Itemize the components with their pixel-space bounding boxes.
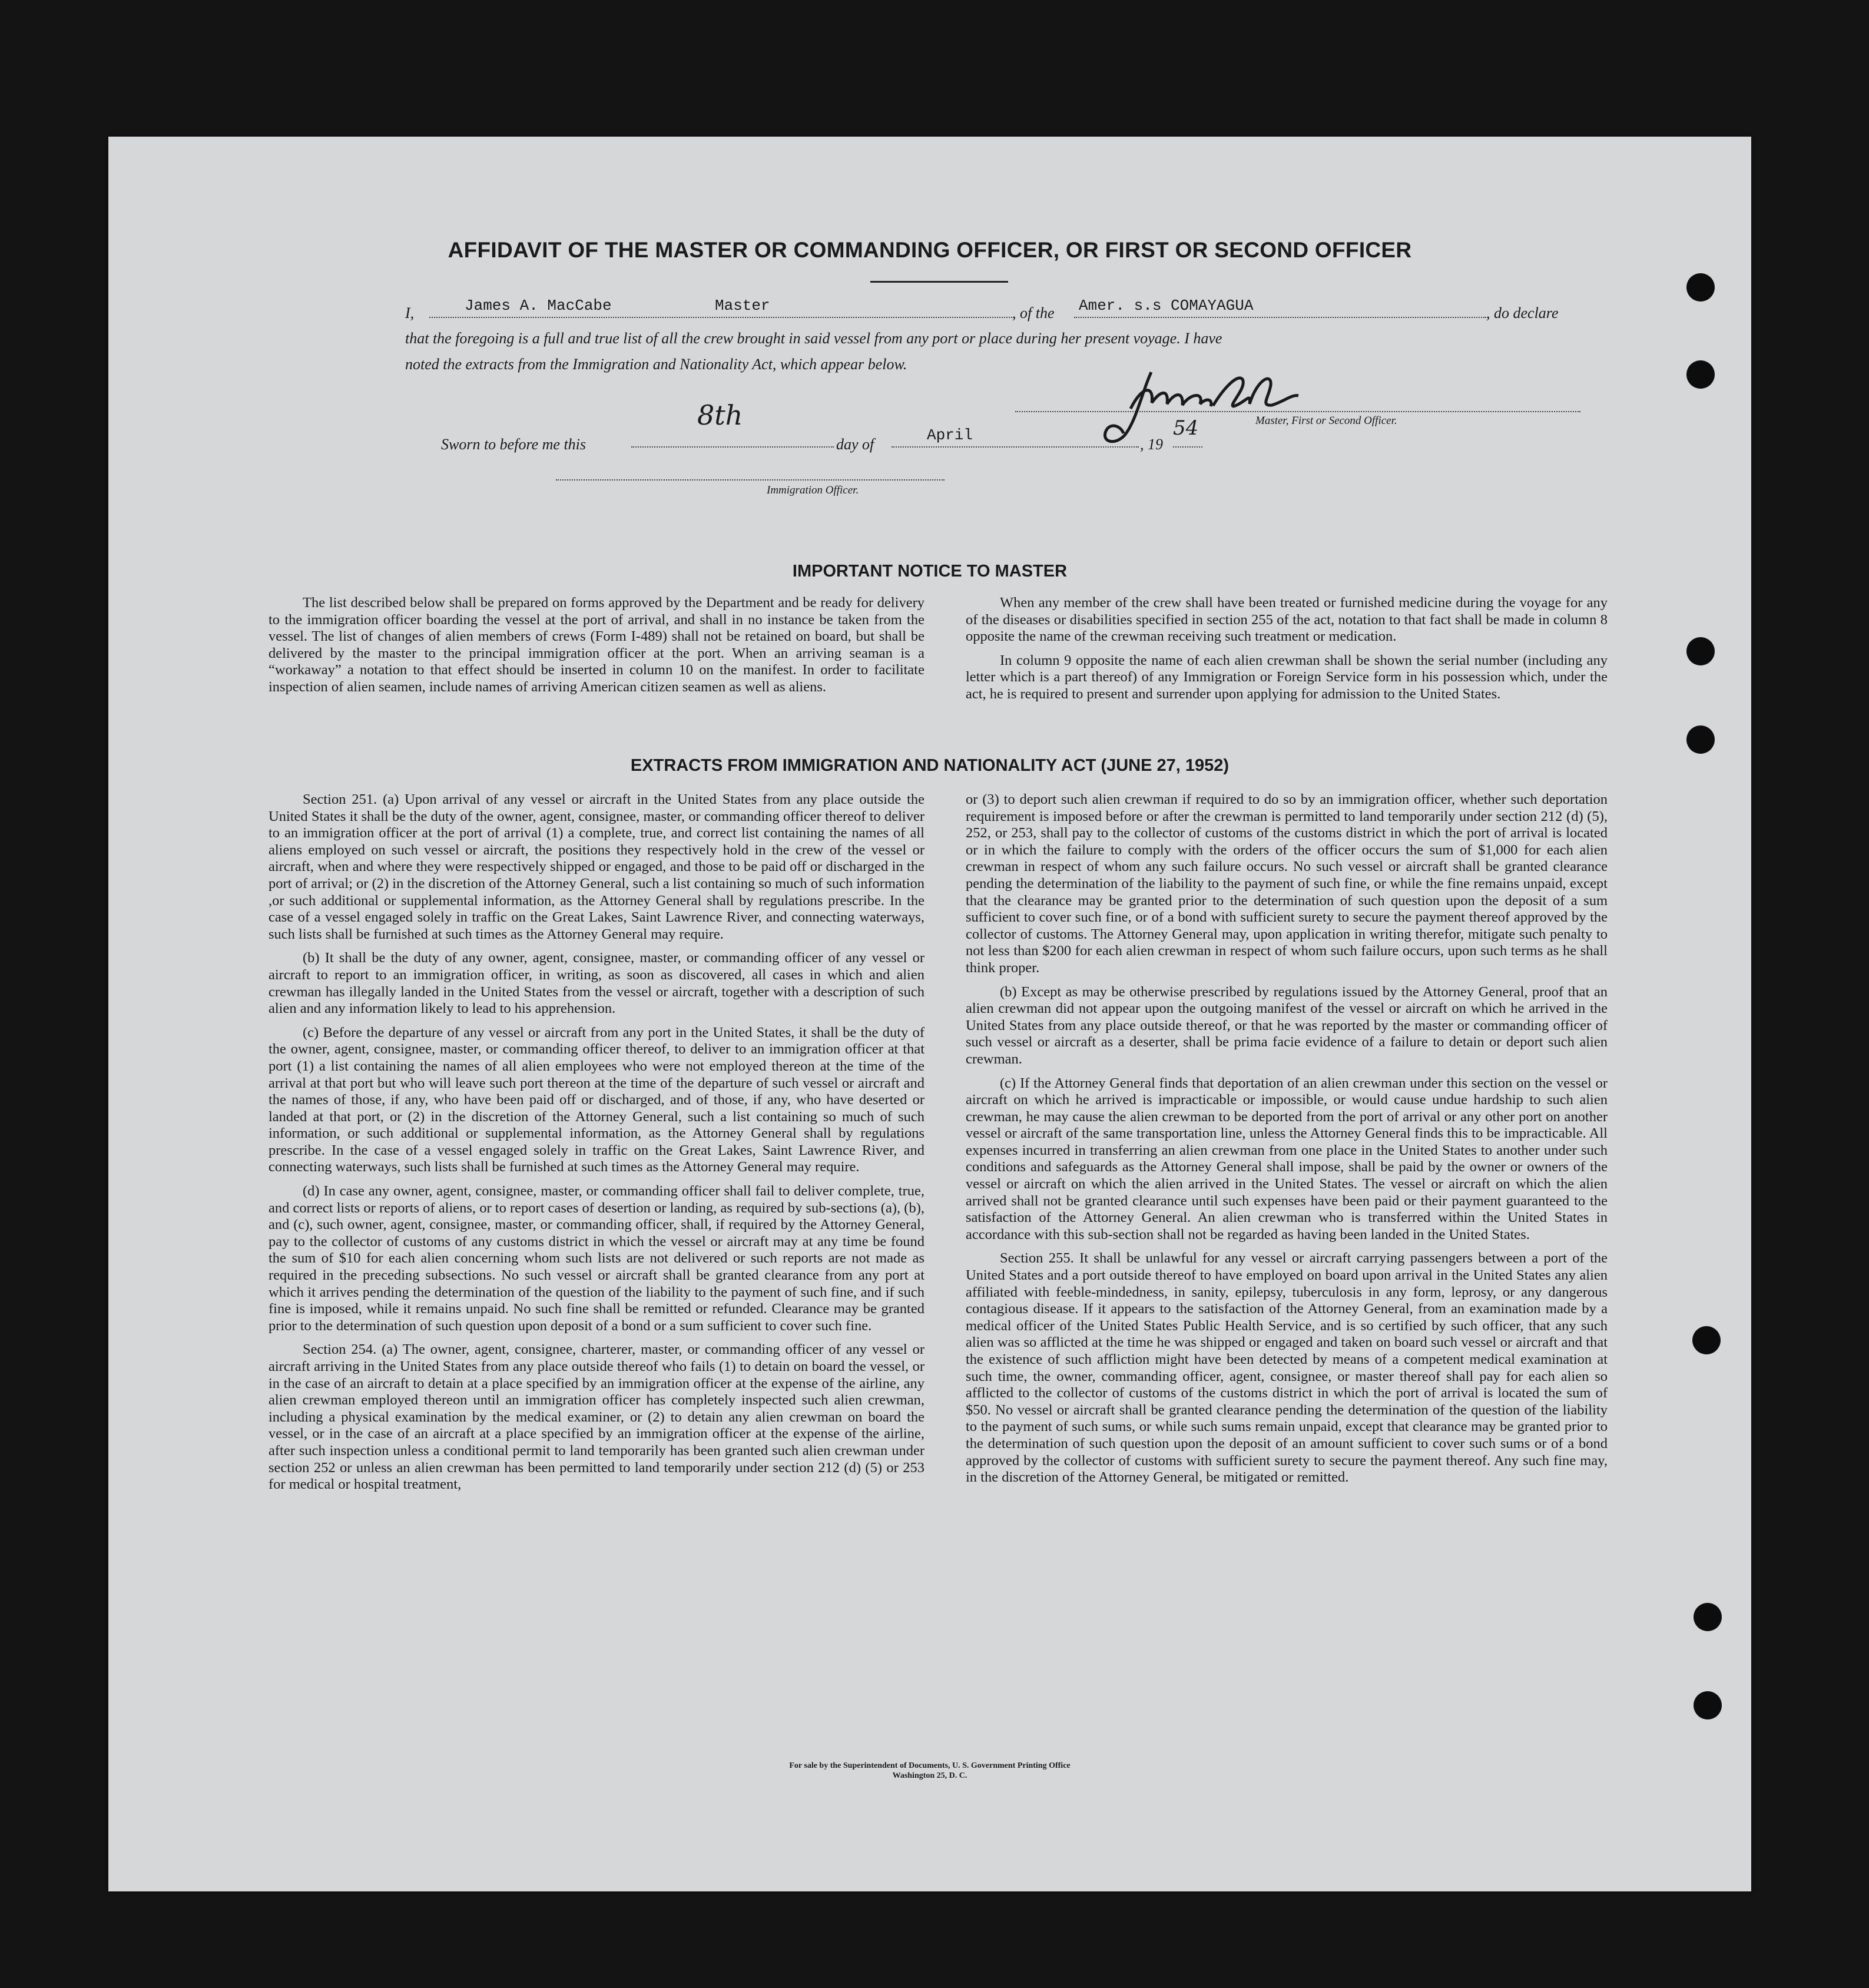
master-name-field[interactable]	[429, 297, 1012, 318]
printing-office-footer	[108, 1761, 1751, 1781]
title-divider	[870, 281, 1008, 283]
extract-paragraph: Section 255. It shall be unlawful for any vessel or aircraft carrying passengers between a port of the United States and a port outside thereof to have employed on board upon arrival in the United States any alien affiliated with feeble-mindedness, in sanity, epilepsy, tuberculosis in any form, leprosy, or any dangerous contagious disease. If it appears to the satisfaction of the Attorney General, from an examination made by a medical officer of the United States Public Health Service, and is so certified by such officer, that any such alien was so afflicted at the time he was shipped or engaged and taken on board such vessel or aircraft and that the existence of such affliction might have been detected by means of a competent medical examination at such time, the owner, commanding officer, agent, consignee, or master thereof shall pay for each alien so afflicted to the collector of customs of the customs district in which the port of arrival is located the sum of $50. No vessel or aircraft shall be granted clearance pending the determination of the question of the liability to the payment of such sums, or while such sums remain unpaid, except that clearance may be granted prior to the determination of such question upon the deposit of an amount sufficient to cover such sums or of a bond approved by the collector of customs with sufficient surety to secure the payment thereof. Any such fine may, in the discretion of the Attorney General, be mitigated or remitted.	[966, 1250, 1608, 1486]
extract-paragraph: (b) Except as may be otherwise prescribed by regulations issued by the Attorney General, proof that an alien crewman did not appear upon the outgoing manifest of the vessel or aircraft on which he arrived in the United States from any place outside thereof, or that he was reported by the master or commanding officer of such vessel or aircraft as a deserter, shall be prima facie evidence of a failure to detain or deport such alien crewman.	[966, 983, 1608, 1067]
footer-line-1: For sale by the Superintendent of Documents, U. S. Government Printing Office	[789, 1761, 1071, 1770]
extracts-heading: EXTRACTS FROM IMMIGRATION AND NATIONALITY ACT (JUNE 27, 1952)	[630, 756, 1230, 775]
notice-heading: IMPORTANT NOTICE TO MASTER	[792, 562, 1068, 581]
declaration-line-3: noted the extracts from the Immigration and Nationality Act, which appear below.	[405, 356, 907, 373]
extract-paragraph: or (3) to deport such alien crewman if required to do so by an immigration officer, whether such deportation requirement is imposed before or after the crewman is permitted to land temporarily under section 212 (d) (5), 252, or 253, shall pay to the collector of customs of the customs district in which the port of arrival is located or in which the failure to comply with the orders of the officer occurs the sum of $1,000 for each alien crewman in respect of whom any such failure occurs. No such vessel or aircraft shall be granted clearance pending the determination of the liability to the payment of such fine, or while the fine remains unpaid, except that the clearance may be granted prior to the determination of such question upon the deposit of a sum sufficient to cover such fine, or of a bond with sufficient surety to secure the payment thereof approved by the collector of customs. The Attorney General may, upon application in writing therefor, mitigate such penalty to not less than $200 for each alien crewman in respect of whom such failure occurs, upon such terms as he shall think proper.	[966, 791, 1608, 976]
extract-paragraph: Section 254. (a) The owner, agent, consignee, charterer, master, or commanding officer of any vessel or aircraft arriving in the United States from any place outside thereof who fails (1) to detain on board the vessel, or in the case of an aircraft to detain at a place specified by an immigration officer at the expense of the airline, any alien crewman employed thereon until an immigration officer has completely inspected such alien crewman, including a physical examination by the medical examiner, or (2) to detain any alien crewman on board the vessel, or in the case of an aircraft at a place specified by an immigration officer at the expense of the airline, after such inspection unless a conditional permit to land temporarily has been granted such alien crewman under section 252 or unless an alien crewman has been permitted to land temporarily under section 212 (d) (5) or 253 for medical or hospital treatment,	[269, 1341, 924, 1493]
punch-hole	[1694, 1691, 1722, 1719]
extract-paragraph: Section 251. (a) Upon arrival of any vessel or aircraft in the United States from any place outside the United States it shall be the duty of the owner, agent, consignee, master, or commanding officer thereof to deliver to an immigration officer at the port of arrival (1) a complete, true, and correct list containing the names of all aliens employed on such vessel or aircraft, the positions they respectively hold in the crew of the vessel or aircraft, when and where they were respectively shipped or engaged, and those to be paid off or discharged in the port of arrival; or (2) in the discretion of the Attorney General, such a list containing so much of such information ,or such additional or supplemental information, as the Attorney General shall by regulations prescribe. In the case of a vessel engaged solely in traffic on the Great Lakes, Saint Lawrence River, and connecting waterways, such lists shall be furnished at such times as the Attorney General may require.	[269, 791, 924, 942]
sworn-month-field[interactable]	[892, 426, 1139, 448]
declaration-line-2: that the foregoing is a full and true list of all the crew brought in said vessel from any port or place during her present voyage. I have	[405, 330, 1222, 347]
punch-hole	[1694, 1603, 1722, 1631]
of-the-label: , of the	[1012, 304, 1055, 322]
sworn-year-field[interactable]	[1173, 416, 1202, 448]
document-title: AFFIDAVIT OF THE MASTER OR COMMANDING OFFICER, OR FIRST OR SECOND OFFICER	[448, 238, 1412, 262]
footer-line-2: Washington 25, D. C.	[892, 1771, 967, 1780]
extracts-right-column	[966, 791, 1608, 1493]
sworn-day: 8th	[697, 399, 743, 431]
vessel-name-field[interactable]	[1074, 297, 1486, 318]
day-of-label: day of	[836, 436, 874, 453]
do-declare-label: , do declare	[1486, 304, 1559, 322]
declaration-prefix: I,	[405, 304, 415, 322]
immigration-officer-caption: Immigration Officer.	[767, 484, 859, 496]
punch-hole	[1686, 725, 1715, 754]
notice-right-column	[966, 595, 1608, 710]
punch-hole	[1692, 1326, 1721, 1354]
year-prefix: , 19	[1140, 436, 1163, 453]
extract-paragraph: (d) In case any owner, agent, consignee, master, or commanding officer shall fail to deliver complete, true, and correct lists or reports of aliens, or to report cases of desertion or landing, as required by sub-sections (a), (b), and (c), such owner, agent, consignee, master, or commanding officer, shall, if required by the Attorney General, pay to the collector of customs of any customs district in which the vessel or aircraft may at any time be found the sum of $10 for each alien concerning whom such lists are not delivered or such reports are not made as required in the preceding subsections. No such vessel or aircraft shall be granted clearance from any port at which it arrives pending the determination of the question of the liability to the payment of such fine, and if such fine is imposed, while it remains unpaid. No such fine shall be remitted or refunded. Clearance may be granted prior to the determination of such question upon deposit of a bond or a sum sufficient to cover such fine.	[269, 1183, 924, 1334]
extract-paragraph: (c) If the Attorney General finds that deportation of an alien crewman under this section on the vessel or aircraft on which he arrived is impracticable or impossible, or would cause undue hardship to such alien crewman, he may cause the alien crewman to be deported from the port of arrival or any other port on another vessel or aircraft of the same transportation line, unless the Attorney General finds this to be impracticable. All expenses incurred in transferring an alien crewman from one place in the United States to another under such conditions and safeguards as the Attorney General shall impose, shall be paid by the owner or owners of the vessel or aircraft on which the alien arrived in the United States. The vessel or aircraft on which the alien arrived shall not be granted clearance until such expenses have been paid or their payment guaranteed to the satisfaction of the Attorney General. An alien crewman who is transferred within the United States in accordance with this sub-section shall not be regarded as having been landed in the United States.	[966, 1075, 1608, 1242]
punch-hole	[1686, 273, 1715, 301]
sworn-label: Sworn to before me this	[441, 436, 586, 453]
notice-left-column	[269, 595, 924, 703]
punch-hole	[1686, 637, 1715, 665]
punch-hole	[1686, 360, 1715, 389]
notice-paragraph: When any member of the crew shall have been treated or furnished medicine during the voyage for any of the diseases or disabilities specified in section 255 of the act, notation to that fact shall be made in column 8 opposite the name of the crewman receiving such treatment or medication.	[966, 595, 1608, 645]
sworn-day-field[interactable]	[631, 399, 834, 448]
vessel-name: Amer. s.s COMAYAGUA	[1079, 297, 1254, 314]
immigration-officer-line	[556, 479, 945, 481]
extracts-left-column	[269, 791, 924, 1500]
notice-paragraph: In column 9 opposite the name of each alien crewman shall be shown the serial number (including any letter which is a part thereof) of any Immigration or Foreign Service form in his possession which, under the act, he is required to present and surrender upon applying for admission to the United States.	[966, 652, 1608, 702]
extract-paragraph: (c) Before the departure of any vessel or aircraft from any port in the United States, it shall be the duty of the owner, agent, consignee, master, or commanding officer thereof, to deliver to an immigration officer at that port (1) a list containing the names of all alien employees who were not employed thereon at the time of the arrival at that port but who will leave such port thereon at the time of the departure of such vessel or aircraft and the names of those, if any, who have been paid off or discharged, and of those, if any, who have deserted or landed at that port, or (2) in the discretion of the Attorney General, such a list containing so much of such information, or such additional or supplemental information, as the Attorney General shall by regulations prescribe. In the case of a vessel engaged solely in traffic on the Great Lakes, Saint Lawrence River, and connecting waterways, such lists shall be furnished at such times as the Attorney General may require.	[269, 1024, 924, 1175]
affidavit-page	[108, 137, 1751, 1891]
extract-paragraph: (b) It shall be the duty of any owner, agent, consignee, master, or commanding officer of any vessel or aircraft to report to an immigration officer, in writing, as soon as discovered, all cases in which and alien crewman has illegally landed in the United States from the vessel or aircraft, together with a description of such alien and any information likely to lead to his apprehension.	[269, 950, 924, 1017]
notice-paragraph: The list described below shall be prepared on forms approved by the Department and be ready for delivery to the immigration officer boarding the vessel at the port of arrival, and shall in no instance be taken from the vessel. The list of changes of alien members of crews (Form I-489) shall not be retained on board, but shall be delivered by the master to the principal immigration officer at the port. When an arriving seaman is a “workaway” a notation to that effect should be inserted in column 10 on the manifest. In order to facilitate inspection of alien seamen, include names of arriving American citizen seamen as well as aliens.	[269, 595, 924, 695]
master-name: James A. MacCabe	[465, 297, 612, 314]
master-rank: Master	[715, 297, 770, 314]
sworn-month: April	[927, 426, 973, 444]
sworn-year: 54	[1173, 416, 1199, 440]
signature-caption: Master, First or Second Officer.	[1255, 415, 1397, 427]
